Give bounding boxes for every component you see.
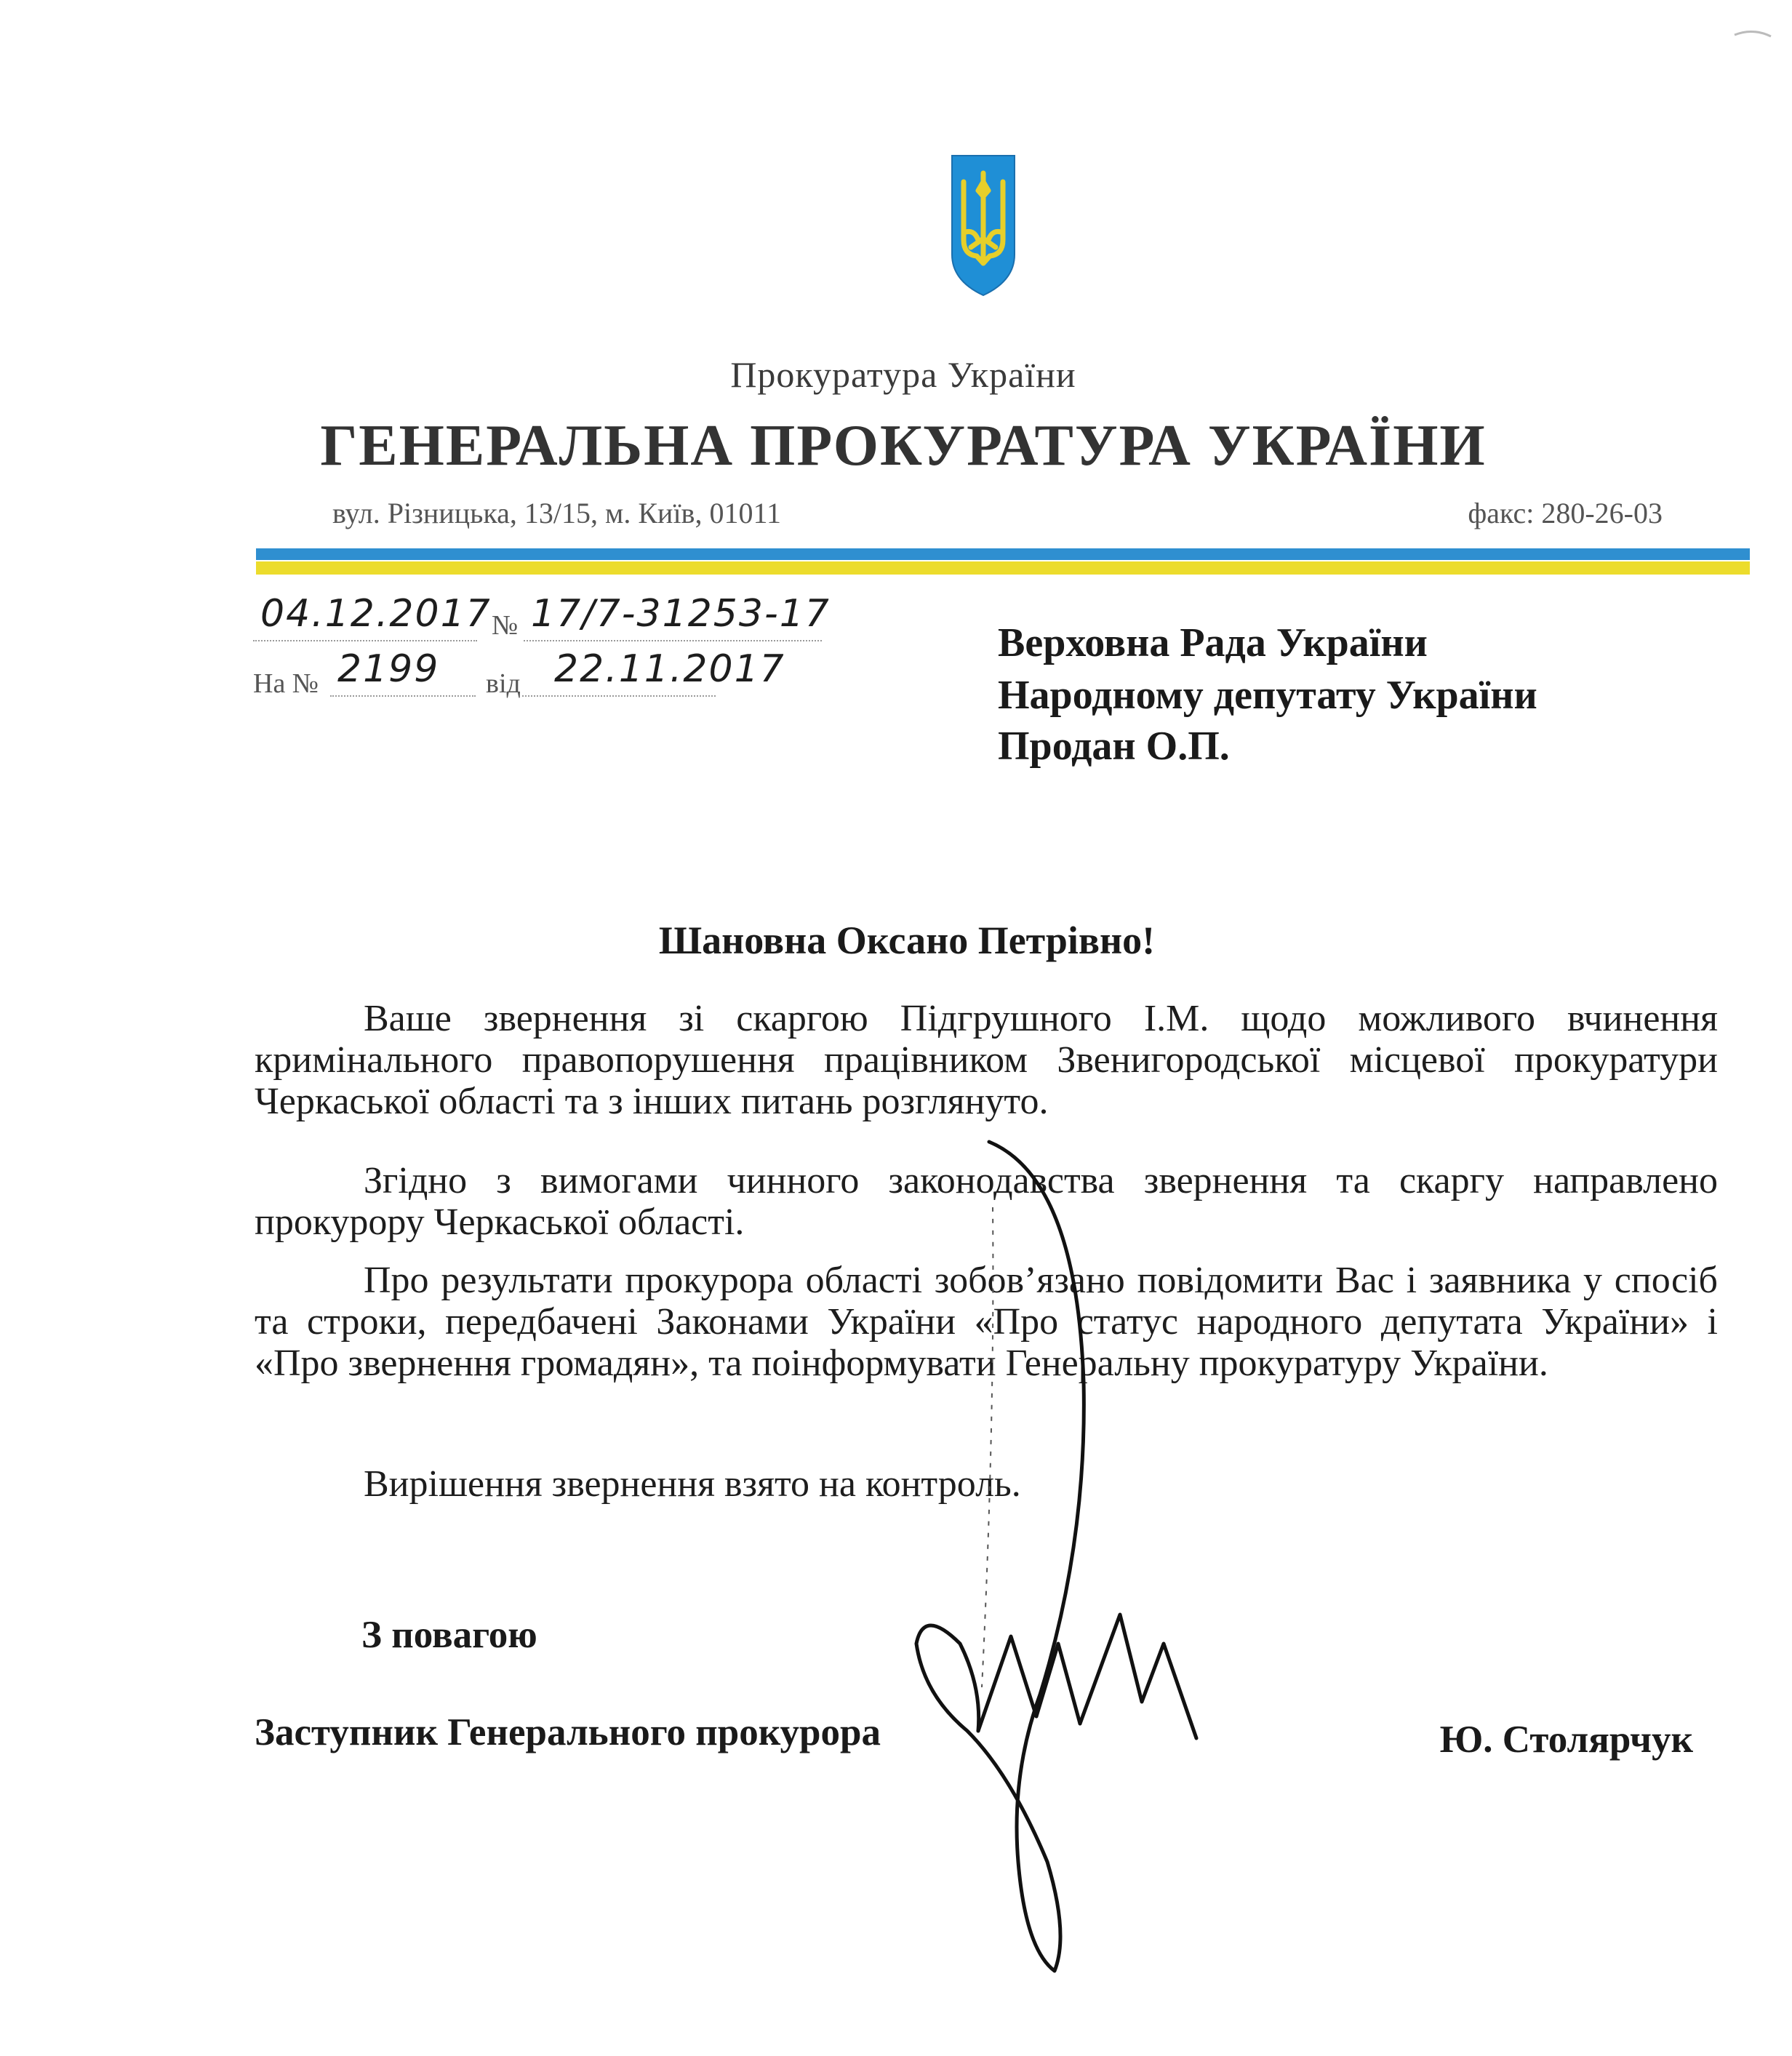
handwritten-signature: [902, 1135, 1207, 1978]
reply-to-date-field: [522, 644, 785, 697]
outgoing-date-field: [253, 592, 492, 641]
outgoing-date: 04.12.2017: [260, 592, 492, 636]
reply-to-number-field: [330, 644, 476, 697]
closing-phrase: З повагою: [361, 1614, 537, 1656]
address-line: вул. Різницька, 13/15, м. Київ, 01011: [332, 497, 781, 529]
reply-to-date: 22.11.2017: [554, 647, 785, 691]
trident-coat-of-arms-icon: [949, 153, 1017, 298]
addressee-line-1: Верховна Рада України: [998, 620, 1428, 665]
outgoing-number-field: [524, 592, 831, 641]
signatory-name: Ю. Столярчук: [1439, 1719, 1693, 1761]
greeting: Шановна Оксано Петрівно!: [658, 919, 1156, 962]
body-paragraph: Ваше звернення зі скаргою Підгрушного І.М. щодо можливого вчинення кримінального правопорушення працівником Звенигородської місцевої прокуратури Черкаської області та з інших питань розглянуто.: [255, 998, 1718, 1122]
fax-number: факс: 280-26-03: [1468, 497, 1663, 529]
addressee-line-3: Продан О.П.: [998, 724, 1230, 769]
reply-to-label: На №: [253, 668, 319, 699]
organization-title: ГЕНЕРАЛЬНА ПРОКУРАТУРА УКРАЇНИ: [320, 414, 1487, 478]
signatory-title: Заступник Генерального прокурора: [255, 1711, 881, 1753]
from-label: від: [486, 668, 521, 699]
body-paragraph: Про результати прокурора області зобов’язано повідомити Вас і заявника у спосіб та строки, передбачені Законами України «Про статус народного депутата України» і «Про звернення громадян», та поінформувати Генеральну прокуратуру України.: [255, 1260, 1718, 1384]
outgoing-number: 17/7-31253-17: [531, 592, 831, 636]
reply-to-number: 2199: [337, 647, 440, 691]
flag-stripe-yellow: [256, 561, 1750, 575]
body-paragraph: Згідно з вимогами чинного законодавства звернення та скаргу направлено прокурору Черкаської області.: [255, 1160, 1718, 1243]
number-label: №: [492, 610, 519, 641]
organization-subtitle: Прокуратура України: [730, 354, 1076, 395]
addressee-line-2: Народному депутату України: [998, 673, 1537, 718]
flag-stripe-blue: [256, 548, 1750, 560]
scan-mark: [1731, 20, 1775, 49]
body-paragraph: Вирішення звернення взято на контроль.: [364, 1463, 1021, 1505]
